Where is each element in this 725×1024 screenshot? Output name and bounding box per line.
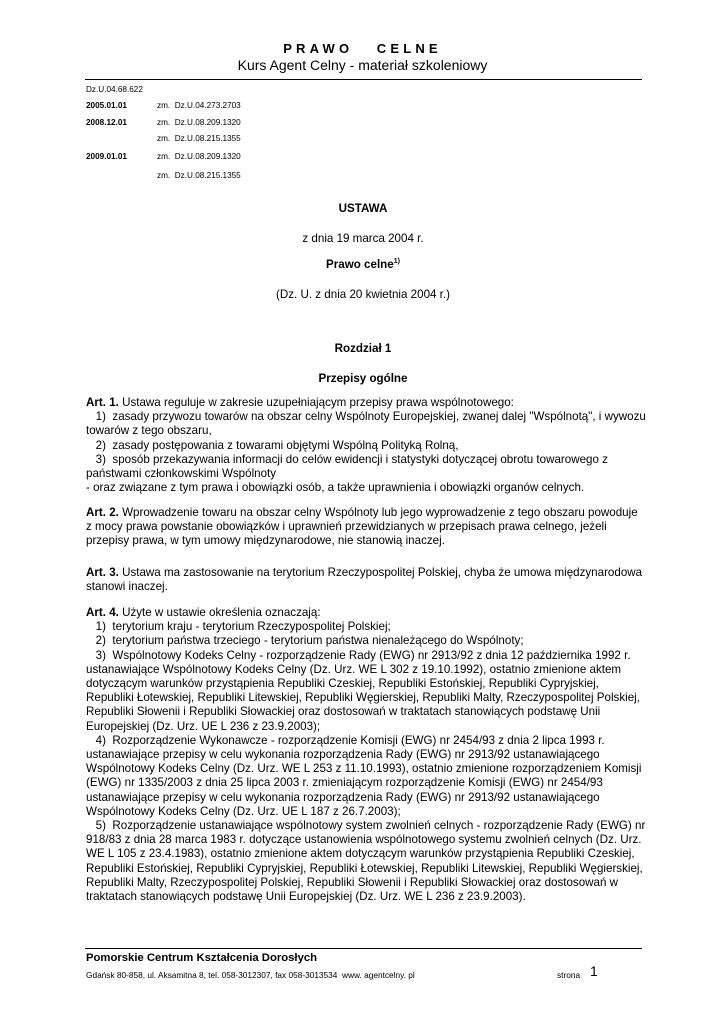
- article-item: 5) Rozporządzenie ustanawiające wspólnotowy system zwolnień celnych - rozporządzenie Rady (EWG) nr 918/83 z dnia 28 marca 1983 r. dotyczące ustanowienia wspólnotowego systemu zwolnień celnych (Dz. Urz. WE L 105 z 23.4.1983), ostatnio zmienione aktem dotyczącym warunków przystąpienia Republiki Czeskiej, Republiki Estońskiej, Republiki Cypryjskiej, Republiki Łotewskiej, Republiki Litewskiej, Republiki Węgierskiej, Republiki Malty, Rzeczypospolitej Polskiej, Republiki Słowenii i Republiki Słowackiej oraz dostosowań w traktatach stanowiących podstawę Unii Europejskiej (Dz. Urz. WE L 236 z 23.9.2003).: [86, 819, 649, 904]
- history-date: 2009.01.01: [86, 152, 127, 161]
- act-footnote-marker: 1): [393, 258, 400, 266]
- footer-address: Gdańsk 80-858, ul. Aksamitna 8, tel. 058-3012307, fax 058-3013534 www. agentcelny. pl: [86, 970, 415, 980]
- act-name-line: [86, 258, 640, 271]
- article-item: 1) zasady przywozu towarów na obszar celny Wspólnoty Europejskiej, zwanej dalej "Wspólnotą", i wywozu towarów z tego obszaru,: [86, 410, 650, 438]
- chapter-number: Rozdział 1: [334, 342, 392, 355]
- page-label: strona: [557, 970, 581, 980]
- history-ref: zm. Dz.U.04.273.2703: [157, 101, 241, 110]
- article-3: [86, 566, 646, 594]
- history-source: Dz.U.04.68.622: [86, 85, 143, 94]
- article-item: 4) Rozporządzenie Wykonawcze - rozporządzenie Komisji (EWG) nr 2454/93 z dnia 2 lipca 1993 r. ustanawiające przepisy w celu wykonania rozporządzenia Rady (EWG) nr 2913/92 ustanawiającego Wspólnotowy Kodeks Celny (Dz. Urz. WE L 253 z 11.10.1993), ostatnio zmienione rozporządzeniem Komisji (EWG) nr 1335/2003 z dnia 25 lipca 2003 r. zmieniającym rozporządzenie Komisji (EWG) nr 2454/93 ustanawiające przepisy w celu wykonania rozporządzenia Rady (EWG) nr 2913/92 ustanawiającego Wspólnotowy Kodeks Celny (Dz. Urz. UE L 187 z 26.7.2003);: [86, 733, 645, 818]
- header-divider: [85, 79, 642, 80]
- act-date: z dnia 19 marca 2004 r.: [302, 232, 424, 245]
- article-text: Ustawa ma zastosowanie na terytorium Rzeczypospolitej Polskiej, chyba że umowa międzynarodowa stanowi inaczej.: [86, 566, 643, 594]
- article-4: [86, 606, 649, 904]
- history-date: 2005.01.01: [86, 101, 127, 110]
- article-lead-text: Ustawa reguluje w zakresie uzupełniającym przepisy prawa wspólnotowego:: [118, 396, 514, 409]
- footer-organization: Pomorskie Centrum Kształcenia Dorosłych: [86, 952, 318, 964]
- article-number: Art. 2.: [86, 506, 119, 519]
- history-ref: zm. Dz.U.08.209.1320: [157, 152, 241, 161]
- article-lead: [86, 396, 646, 410]
- history-ref: zm. Dz.U.08.209.1320: [157, 118, 241, 127]
- article-1: [86, 396, 650, 495]
- history-ref: zm. Dz.U.08.215.1355: [157, 134, 241, 143]
- act-type: USTAWA: [338, 202, 388, 215]
- act-name: Prawo celne: [326, 258, 394, 271]
- history-date: 2008.12.01: [86, 118, 127, 127]
- article-tail: - oraz związane z tym prawa i obowiązki osób, a także uprawnienia i obowiązki organów celnych.: [86, 481, 585, 495]
- document-title: PRAWO CELNE: [283, 41, 442, 56]
- article-number: Art. 1.: [86, 396, 119, 409]
- page-number: 1: [590, 963, 598, 979]
- article-text: Wprowadzenie towaru na obszar celny Wspólnoty lub jego wyprowadzenie z tego obszaru powoduje z mocy prawa powstanie obowiązków i uprawnień przewidzianych w przepisach prawa celnego, jeżeli przepisy prawa, w tym umowy międzynarodowe, nie stanowią inaczej.: [86, 506, 638, 548]
- article-lead-text: Użyte w ustawie określenia oznaczają:: [118, 606, 321, 619]
- article-item: 1) terytorium kraju - terytorium Rzeczypospolitej Polskiej;: [86, 620, 391, 634]
- act-publication: (Dz. U. z dnia 20 kwietnia 2004 r.): [276, 288, 450, 301]
- article-item: 2) zasady postępowania z towarami objętymi Wspólną Polityką Rolną,: [86, 438, 459, 452]
- document-subtitle: Kurs Agent Celny - materiał szkoleniowy: [237, 57, 488, 73]
- chapter-title: Przepisy ogólne: [318, 372, 408, 385]
- article-item: 3) Wspólnotowy Kodeks Celny - rozporządzenie Rady (EWG) nr 2913/92 z dnia 12 października 1992 r. ustanawiające Wspólnotowy Kodeks Celny (Dz. Urz. WE L 302 z 19.10.1992), ostatnio zmienione aktem dotyczącym warunków przystąpienia Republiki Czeskiej, Republiki Estońskiej, Republiki Cypryjskiej, Republiki Łotewskiej, Republiki Litewskiej, Republiki Węgierskiej, Republiki Malty, Rzeczypospolitej Polskiej, Republiki Słowenii i Republiki Słowackiej oraz dostosowań w traktatach stanowiących podstawę Unii Europejskiej (Dz. Urz. UE L 236 z 23.9.2003);: [86, 648, 644, 733]
- article-2: [86, 506, 646, 549]
- footer-divider: [85, 948, 642, 949]
- article-number: Art. 4.: [86, 606, 119, 619]
- history-ref: zm. Dz.U.08.215.1355: [157, 171, 241, 180]
- article-number: Art. 3.: [86, 566, 119, 579]
- article-item: 2) terytorium państwa trzeciego - terytorium państwa nienależącego do Wspólnoty;: [86, 634, 524, 648]
- article-item: 3) sposób przekazywania informacji do celów ewidencji i statystyki dotyczącej obrotu towarowego z państwami członkowskimi Wspólnoty: [86, 452, 612, 481]
